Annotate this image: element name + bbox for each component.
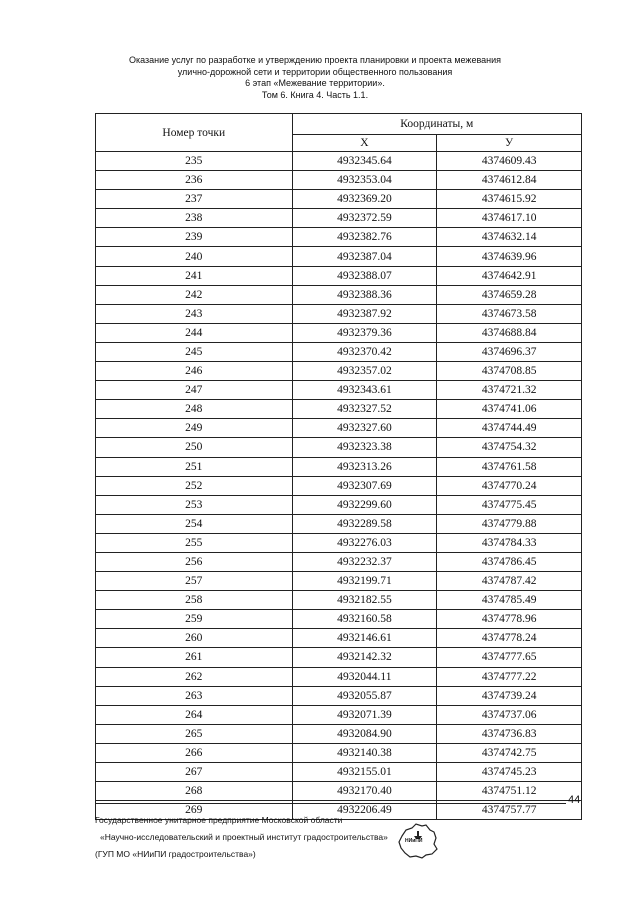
table-row — [96, 763, 582, 782]
cell-x: 4932044.11 — [292, 667, 437, 686]
table-row — [96, 190, 582, 209]
cell-y: 4374708.85 — [437, 362, 582, 381]
table-row — [96, 705, 582, 724]
cell-x: 4932387.04 — [292, 247, 437, 266]
table-row — [96, 285, 582, 304]
table-row — [96, 648, 582, 667]
cell-y: 4374737.06 — [437, 705, 582, 724]
cell-point-number: 252 — [96, 476, 293, 495]
cell-y: 4374777.65 — [437, 648, 582, 667]
cell-y: 4374785.49 — [437, 591, 582, 610]
table-row — [96, 228, 582, 247]
cell-x: 4932140.38 — [292, 743, 437, 762]
cell-point-number: 257 — [96, 572, 293, 591]
table-row — [96, 724, 582, 743]
cell-x: 4932382.76 — [292, 228, 437, 247]
cell-y: 4374787.42 — [437, 572, 582, 591]
coordinates-table-body — [96, 152, 582, 820]
cell-y: 4374786.45 — [437, 552, 582, 571]
cell-point-number: 244 — [96, 323, 293, 342]
cell-y: 4374742.75 — [437, 743, 582, 762]
header-line-1: Оказание услуг по разработке и утверждению проекта планировки и проекта межевания — [128, 55, 502, 65]
cell-x: 4932345.64 — [292, 152, 437, 171]
cell-point-number: 256 — [96, 552, 293, 571]
cell-point-number: 263 — [96, 686, 293, 705]
table-row — [96, 400, 582, 419]
cell-x: 4932232.37 — [292, 552, 437, 571]
cell-x: 4932199.71 — [292, 572, 437, 591]
cell-x: 4932307.69 — [292, 476, 437, 495]
cell-x: 4932369.20 — [292, 190, 437, 209]
cell-y: 4374778.96 — [437, 610, 582, 629]
footer-line-2: «Научно-исследовательский и проектный институт градостроительства» — [100, 832, 388, 842]
cell-x: 4932343.61 — [292, 381, 437, 400]
cell-x: 4932327.52 — [292, 400, 437, 419]
cell-y: 4374639.96 — [437, 247, 582, 266]
cell-y: 4374744.49 — [437, 419, 582, 438]
cell-y: 4374777.22 — [437, 667, 582, 686]
cell-point-number: 261 — [96, 648, 293, 667]
footer-line-3: (ГУП МО «НИиПИ градостроительства») — [95, 849, 256, 859]
cell-point-number: 236 — [96, 171, 293, 190]
cell-y: 4374779.88 — [437, 514, 582, 533]
cell-y: 4374770.24 — [437, 476, 582, 495]
table-row — [96, 667, 582, 686]
table-row — [96, 533, 582, 552]
table-row — [96, 323, 582, 342]
column-header-coordinates: Координаты, м — [292, 114, 581, 135]
table-row — [96, 152, 582, 171]
cell-y: 4374745.23 — [437, 763, 582, 782]
page-number: 44 — [568, 794, 581, 806]
cell-point-number: 245 — [96, 342, 293, 361]
cell-x: 4932182.55 — [292, 591, 437, 610]
table-row — [96, 610, 582, 629]
cell-y: 4374673.58 — [437, 304, 582, 323]
cell-point-number: 267 — [96, 763, 293, 782]
cell-y: 4374612.84 — [437, 171, 582, 190]
cell-point-number: 253 — [96, 495, 293, 514]
header-line-3: 6 этап «Межевание территории». — [245, 78, 385, 88]
cell-x: 4932146.61 — [292, 629, 437, 648]
cell-point-number: 239 — [96, 228, 293, 247]
table-row — [96, 743, 582, 762]
cell-y: 4374761.58 — [437, 457, 582, 476]
table-row — [96, 629, 582, 648]
cell-point-number: 269 — [96, 801, 293, 820]
table-row — [96, 782, 582, 801]
cell-x: 4932206.49 — [292, 801, 437, 820]
cell-x: 4932071.39 — [292, 705, 437, 724]
table-row — [96, 591, 582, 610]
cell-point-number: 264 — [96, 705, 293, 724]
cell-x: 4932170.40 — [292, 782, 437, 801]
cell-point-number: 258 — [96, 591, 293, 610]
logo-text: НИиПИ — [405, 838, 423, 844]
cell-point-number: 247 — [96, 381, 293, 400]
table-row — [96, 419, 582, 438]
cell-point-number: 265 — [96, 724, 293, 743]
column-header-point-number: Номер точки — [96, 114, 293, 152]
cell-y: 4374609.43 — [437, 152, 582, 171]
table-row — [96, 438, 582, 457]
cell-y: 4374721.32 — [437, 381, 582, 400]
cell-x: 4932289.58 — [292, 514, 437, 533]
cell-point-number: 237 — [96, 190, 293, 209]
coordinates-table — [95, 113, 582, 820]
table-row — [96, 266, 582, 285]
cell-x: 4932055.87 — [292, 686, 437, 705]
cell-x: 4932379.36 — [292, 323, 437, 342]
table-row — [96, 342, 582, 361]
table-row — [96, 552, 582, 571]
cell-y: 4374784.33 — [437, 533, 582, 552]
cell-y: 4374775.45 — [437, 495, 582, 514]
table-row — [96, 171, 582, 190]
cell-y: 4374632.14 — [437, 228, 582, 247]
cell-x: 4932155.01 — [292, 763, 437, 782]
column-header-y: У — [437, 135, 582, 152]
cell-point-number: 238 — [96, 209, 293, 228]
cell-y: 4374688.84 — [437, 323, 582, 342]
table-row — [96, 362, 582, 381]
cell-y: 4374739.24 — [437, 686, 582, 705]
cell-point-number: 260 — [96, 629, 293, 648]
cell-point-number: 240 — [96, 247, 293, 266]
footer-divider — [95, 803, 566, 804]
document-header — [0, 55, 630, 101]
cell-x: 4932357.02 — [292, 362, 437, 381]
cell-x: 4932327.60 — [292, 419, 437, 438]
table-row — [96, 304, 582, 323]
cell-point-number: 259 — [96, 610, 293, 629]
table-row — [96, 209, 582, 228]
cell-y: 4374754.32 — [437, 438, 582, 457]
cell-x: 4932276.03 — [292, 533, 437, 552]
cell-y: 4374757.77 — [437, 801, 582, 820]
table-row — [96, 381, 582, 400]
cell-point-number: 250 — [96, 438, 293, 457]
cell-point-number: 268 — [96, 782, 293, 801]
cell-x: 4932299.60 — [292, 495, 437, 514]
cell-point-number: 243 — [96, 304, 293, 323]
cell-point-number: 242 — [96, 285, 293, 304]
cell-point-number: 266 — [96, 743, 293, 762]
table-row — [96, 457, 582, 476]
document-footer — [95, 812, 388, 863]
cell-y: 4374736.83 — [437, 724, 582, 743]
cell-x: 4932387.92 — [292, 304, 437, 323]
cell-x: 4932323.38 — [292, 438, 437, 457]
column-header-x: X — [292, 135, 437, 152]
cell-point-number: 241 — [96, 266, 293, 285]
cell-x: 4932388.07 — [292, 266, 437, 285]
table-row — [96, 247, 582, 266]
cell-x: 4932388.36 — [292, 285, 437, 304]
cell-y: 4374751.12 — [437, 782, 582, 801]
cell-point-number: 254 — [96, 514, 293, 533]
cell-point-number: 255 — [96, 533, 293, 552]
cell-y: 4374617.10 — [437, 209, 582, 228]
table-row — [96, 686, 582, 705]
cell-x: 4932142.32 — [292, 648, 437, 667]
cell-point-number: 248 — [96, 400, 293, 419]
cell-x: 4932353.04 — [292, 171, 437, 190]
cell-x: 4932084.90 — [292, 724, 437, 743]
table-row — [96, 495, 582, 514]
cell-y: 4374615.92 — [437, 190, 582, 209]
cell-x: 4932160.58 — [292, 610, 437, 629]
cell-x: 4932313.26 — [292, 457, 437, 476]
table-row — [96, 514, 582, 533]
table-row — [96, 476, 582, 495]
cell-point-number: 251 — [96, 457, 293, 476]
cell-point-number: 235 — [96, 152, 293, 171]
cell-y: 4374741.06 — [437, 400, 582, 419]
cell-point-number: 262 — [96, 667, 293, 686]
footer-line-1: Государственное унитарное предприятие Московской области — [95, 815, 343, 825]
cell-point-number: 249 — [96, 419, 293, 438]
cell-point-number: 246 — [96, 362, 293, 381]
header-line-4: Том 6. Книга 4. Часть 1.1. — [261, 89, 369, 100]
cell-y: 4374642.91 — [437, 266, 582, 285]
cell-y: 4374696.37 — [437, 342, 582, 361]
cell-x: 4932370.42 — [292, 342, 437, 361]
table-row — [96, 572, 582, 591]
cell-y: 4374659.28 — [437, 285, 582, 304]
cell-y: 4374778.24 — [437, 629, 582, 648]
header-line-2: улично-дорожной сети и территории общественного пользования — [177, 66, 453, 77]
cell-x: 4932372.59 — [292, 209, 437, 228]
